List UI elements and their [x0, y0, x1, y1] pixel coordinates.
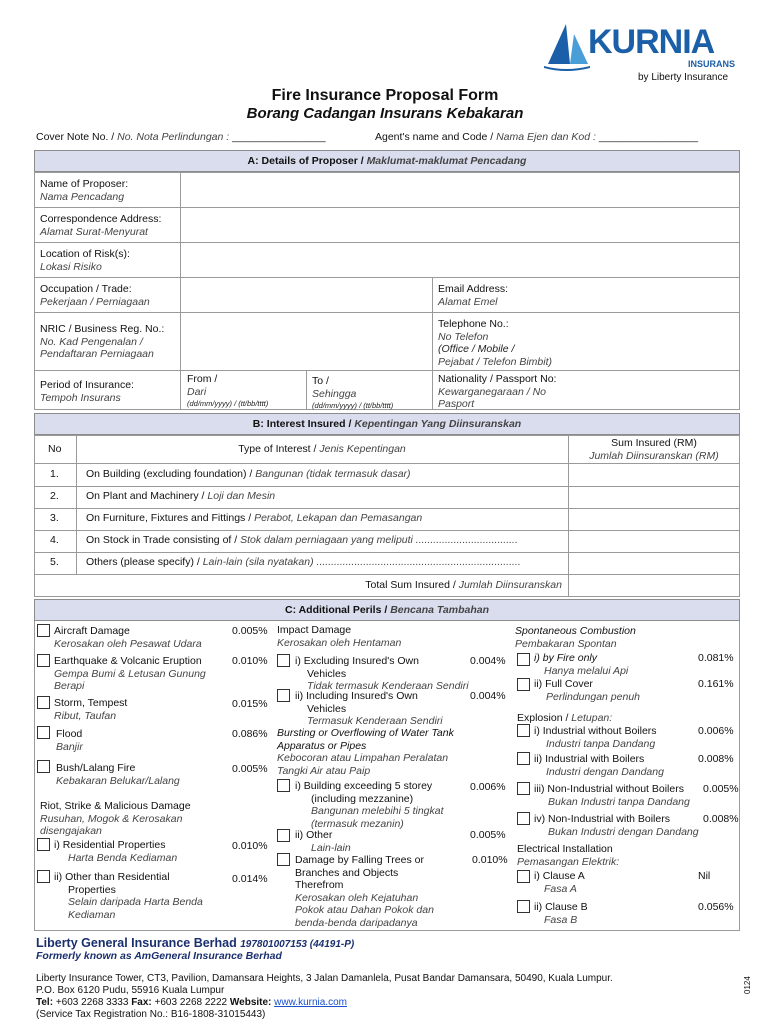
footer-address-1: Liberty Insurance Tower, CT3, Pavilion, Damansara Heights, 3 Jalan Damanlela, Pusat Bandar Damansara, 50490, Kuala Lumpur. [36, 973, 613, 984]
section-a-header: A: Details of Proposer / Maklumat-maklumat Pencadang [34, 150, 740, 172]
company-logo [540, 18, 765, 88]
sum-insured-input[interactable] [570, 464, 738, 484]
interest-row-no: 1. [50, 468, 59, 480]
non-residential-rate: 0.014% [232, 873, 268, 885]
col-type-header: Type of Interest / Jenis Kepentingan [238, 443, 406, 455]
falling-trees-checkbox[interactable] [277, 853, 290, 866]
earthquake-label: Earthquake & Volcanic Eruption Gempa Bumi & Letusan Gunung Berapi [54, 655, 206, 692]
interest-row-label-ms: Perabot, Lekapan dan Pemasangan [254, 512, 423, 524]
footer-formerly: Formerly known as AmGeneral Insurance Berhad [36, 950, 282, 962]
falling-trees-label: Damage by Falling Trees or Branches and Objects Therefrom Kerosakan oleh Kejatuhan Pokok atau Dahan Pokok dan benda-benda daripadanya [295, 854, 434, 929]
section-c-header: C: Additional Perils / Bencana Tambahan [34, 599, 740, 621]
residential-checkbox[interactable] [37, 838, 50, 851]
telephone-label[interactable]: Telephone No.: No Telefon (Office / Mobile / Pejabat / Telefon Bimbit) [438, 318, 553, 368]
clause-a-checkbox[interactable] [517, 870, 530, 883]
storm-label: Storm, Tempest Ribut, Taufan [54, 697, 128, 722]
email-label[interactable]: Email Address: Alamat Emel [438, 283, 509, 308]
sum-insured-input[interactable] [570, 508, 738, 528]
interest-row-label-en: On Building (excluding foundation) / [86, 468, 253, 480]
col-sum-header: Sum Insured (RM) Jumlah Diinsuranskan (RM) [589, 437, 719, 462]
total-sum-label: Total Sum Insured / Jumlah Diinsuranskan [365, 579, 562, 591]
period-to-field[interactable]: To / Sehingga (dd/mm/yyyy) / (tt/bb/tttt) [312, 375, 394, 410]
bursting-label: Bursting or Overflowing of Water Tank Apparatus or Pipes Kebocoran atau Limpahan Peralatan Tangki Air atau Paip [277, 727, 454, 777]
spontaneous-label: Spontaneous Combustion Pembakaran Spontan [515, 625, 636, 650]
exp-nonind-noboil-checkbox[interactable] [517, 782, 530, 795]
form-title: Fire Insurance Proposal Form [271, 87, 499, 104]
clause-b-rate: 0.056% [698, 901, 734, 913]
impact-incl-rate: 0.004% [470, 690, 506, 702]
building-5-storey-checkbox[interactable] [277, 779, 290, 792]
interest-row-no: 5. [50, 556, 59, 568]
impact-excl-label: i) Excluding Insured's Own Vehicles Tidak termasuk Kenderaan Sendiri [295, 655, 469, 692]
interest-row-label-ms: Stok dalam perniagaan yang meliputi ................................... [240, 534, 518, 546]
agent-field[interactable]: Agent's name and Code / Nama Ejen dan Kod : _________________ [375, 131, 699, 143]
impact-excl-checkbox[interactable] [277, 654, 290, 667]
nric-input[interactable] [182, 314, 430, 369]
clause-a-rate: Nil [698, 870, 711, 882]
flood-checkbox[interactable] [37, 726, 50, 739]
sum-insured-input[interactable] [570, 486, 738, 506]
bushfire-label: Bush/Lalang Fire Kebakaran Belukar/Lalang [56, 762, 180, 787]
flood-rate: 0.086% [232, 728, 268, 740]
spont-full-rate: 0.161% [698, 678, 734, 690]
brand-name: KURNIA [588, 23, 715, 61]
exp-ind-boil-label: ii) Industrial with Boilers Industri dengan Dandang [534, 753, 664, 778]
spont-full-checkbox[interactable] [517, 678, 530, 691]
riot-label: Riot, Strike & Malicious Damage Rusuhan, Mogok & Kerosakan disengajakan [40, 800, 191, 837]
nric-label: NRIC / Business Reg. No.: No. Kad Pengenalan / Pendaftaran Perniagaan [40, 323, 165, 360]
form-code: 0124 [743, 976, 752, 994]
storm-checkbox[interactable] [37, 696, 50, 709]
earthquake-rate: 0.010% [232, 655, 268, 667]
proposer-name-label: Name of Proposer: Nama Pencadang [40, 178, 129, 203]
interest-row-no: 2. [50, 490, 59, 502]
footer-address-2: P.O. Box 6120 Pudu, 55916 Kuala Lumpur [36, 985, 225, 996]
location-input[interactable] [182, 244, 737, 276]
interest-row-label [86, 468, 411, 481]
exp-ind-boil-checkbox[interactable] [517, 752, 530, 765]
nationality-label[interactable]: Nationality / Passport No: Kewarganegaraan / No Pasport [438, 373, 557, 410]
occupation-input[interactable] [182, 279, 430, 311]
exp-nonind-noboil-rate: 0.005% [703, 783, 739, 795]
spont-full-label: ii) Full Cover Perlindungan penuh [534, 678, 640, 703]
address-input[interactable] [182, 209, 737, 241]
burst-other-checkbox[interactable] [277, 829, 290, 842]
explosion-label: Explosion / Letupan: [517, 712, 613, 724]
clause-b-label: ii) Clause B Fasa B [534, 901, 588, 926]
col-no-header: No [48, 443, 62, 455]
brand-sub: INSURANS [688, 59, 736, 69]
building-5-storey-rate: 0.006% [470, 781, 506, 793]
impact-label: Impact Damage Kerosakan oleh Hentaman [277, 624, 402, 649]
non-residential-label: ii) Other than Residential Properties Selain daripada Harta Benda Kediaman [54, 871, 203, 921]
brand-tagline: by Liberty Insurance [638, 72, 729, 83]
exp-ind-noboil-checkbox[interactable] [517, 724, 530, 737]
burst-other-label: ii) Other Lain-lain [295, 829, 351, 854]
clause-b-checkbox[interactable] [517, 900, 530, 913]
interest-row-label [86, 490, 275, 503]
footer-sst: (Service Tax Registration No.: B16-1808-31015443) [36, 1009, 266, 1020]
sum-insured-input[interactable] [570, 530, 738, 550]
aircraft-checkbox[interactable] [37, 624, 50, 637]
residential-rate: 0.010% [232, 840, 268, 852]
clause-a-label: i) Clause A Fasa A [534, 870, 585, 895]
non-residential-checkbox[interactable] [37, 870, 50, 883]
residential-label: i) Residential Properties Harta Benda Kediaman [54, 839, 178, 864]
cover-note-field[interactable]: Cover Note No. / No. Nota Perlindungan : ________________ [36, 131, 326, 143]
aircraft-rate: 0.005% [232, 625, 268, 637]
interest-row-no: 3. [50, 512, 59, 524]
exp-nonind-boil-label: iv) Non-Industrial with Boilers Bukan Industri dengan Dandang [534, 813, 699, 838]
spont-fire-rate: 0.081% [698, 652, 734, 664]
exp-nonind-noboil-label: iii) Non-Industrial without Boilers Bukan Industri tanpa Dandang [534, 783, 690, 808]
exp-ind-noboil-rate: 0.006% [698, 725, 734, 737]
interest-row-label [86, 534, 518, 547]
impact-incl-label: ii) Including Insured's Own Vehicles Termasuk Kenderaan Sendiri [295, 690, 443, 727]
impact-excl-rate: 0.004% [470, 655, 506, 667]
falling-trees-rate: 0.010% [472, 854, 508, 866]
impact-incl-checkbox[interactable] [277, 689, 290, 702]
exp-ind-boil-rate: 0.008% [698, 753, 734, 765]
bushfire-checkbox[interactable] [37, 760, 50, 773]
interest-row-label-en: On Furniture, Fixtures and Fittings / [86, 512, 252, 524]
footer-company: Liberty General Insurance Berhad 197801007153 (44191-P) [36, 936, 355, 950]
interest-row-label-en: On Stock in Trade consisting of / [86, 534, 238, 546]
occupation-label: Occupation / Trade: Pekerjaan / Perniagaan [40, 283, 150, 308]
footer-contacts: Tel: +603 2268 3333 Fax: +603 2268 2222 Website: www.kurnia.com [36, 997, 347, 1008]
interest-row-label-en: Others (please specify) / [86, 556, 200, 568]
earthquake-checkbox[interactable] [37, 654, 50, 667]
interest-row-label-ms: Bangunan (tidak termasuk dasar) [255, 468, 411, 480]
interest-row-label [86, 512, 422, 525]
interest-row-label-en: On Plant and Machinery / [86, 490, 205, 502]
building-5-storey-label: i) Building exceeding 5 storey (including mezzanine) Bangunan melebihi 5 tingkat (termasuk mezanin) [295, 780, 444, 830]
form-subtitle: Borang Cadangan Insurans Kebakaran [246, 105, 524, 122]
period-from-field[interactable]: From / Dari (dd/mm/yyyy) / (tt/bb/tttt) [187, 373, 269, 408]
section-b-header: B: Interest Insured / Kepentingan Yang Diinsuranskan [34, 413, 740, 435]
website-link[interactable]: www.kurnia.com [274, 997, 347, 1008]
location-label: Location of Risk(s): Lokasi Risiko [40, 248, 130, 273]
proposer-name-input[interactable] [182, 174, 737, 206]
interest-row-label-ms: Lain-lain (sila nyatakan) ...................................................................... [202, 556, 521, 568]
sail-logo-icon [540, 20, 592, 72]
spont-fire-checkbox[interactable] [517, 653, 530, 666]
address-label: Correspondence Address: Alamat Surat-Menyurat [40, 213, 162, 238]
sum-insured-input[interactable] [570, 552, 738, 572]
flood-label: Flood Banjir [56, 728, 83, 753]
electrical-label: Electrical Installation Pemasangan Elektrik: [517, 843, 620, 868]
interest-row-label [86, 556, 521, 569]
total-sum-input[interactable] [570, 576, 738, 596]
storm-rate: 0.015% [232, 698, 268, 710]
spont-fire-label: i) by Fire only Hanya melalui Api [534, 652, 629, 677]
aircraft-label: Aircraft Damage Kerosakan oleh Pesawat Udara [54, 625, 202, 650]
interest-row-label-ms: Loji dan Mesin [207, 490, 276, 502]
interest-row-no: 4. [50, 534, 59, 546]
exp-ind-noboil-label: i) Industrial without Boilers Industri tanpa Dandang [534, 725, 657, 750]
period-label: Period of Insurance: Tempoh Insurans [40, 379, 134, 404]
exp-nonind-boil-rate: 0.008% [703, 813, 739, 825]
bushfire-rate: 0.005% [232, 763, 268, 775]
exp-nonind-boil-checkbox[interactable] [517, 812, 530, 825]
burst-other-rate: 0.005% [470, 829, 506, 841]
